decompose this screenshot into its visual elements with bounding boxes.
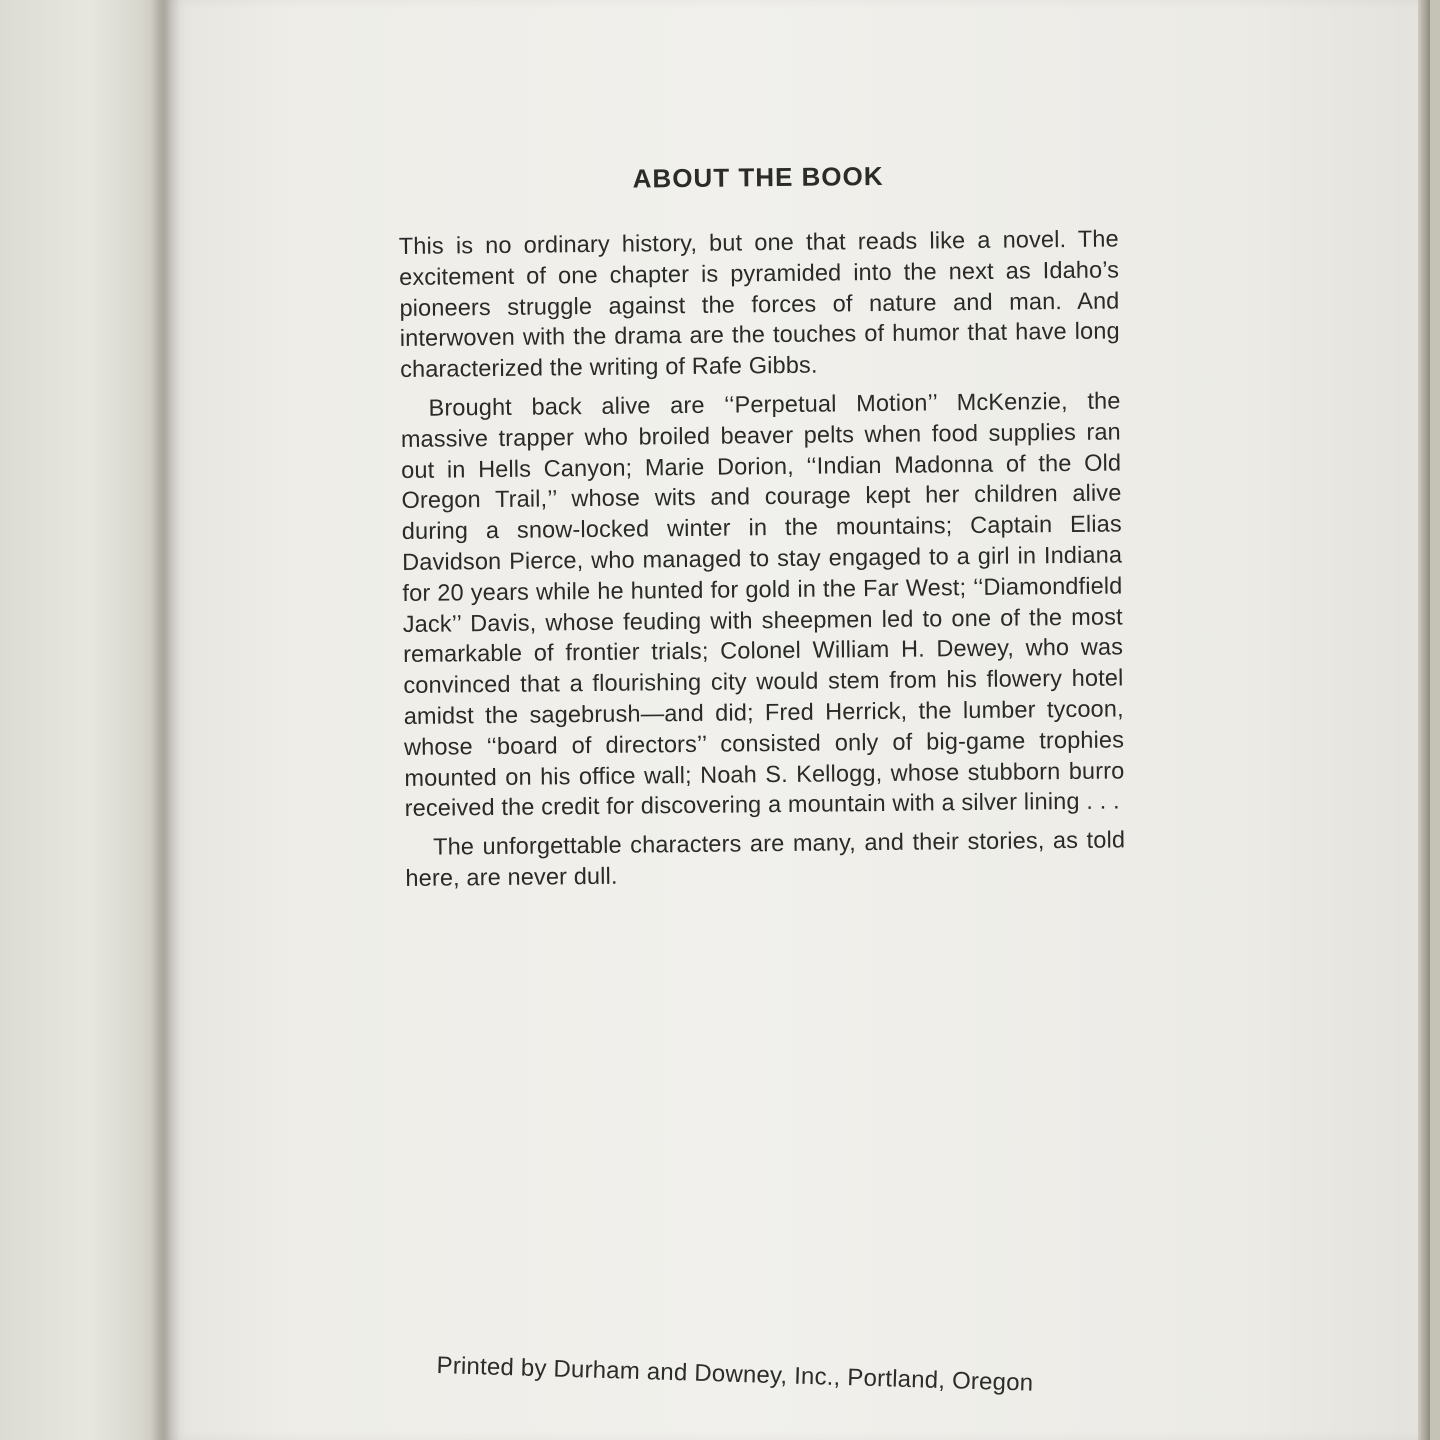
paragraph-closing: The unforgettable characters are many, and their stories, as told here, are never dull. [405, 826, 1126, 891]
printer-imprint: Printed by Durham and Downey, Inc., Portland, Oregon [436, 1352, 1034, 1397]
book-gutter [150, 0, 180, 1440]
paragraph-intro: This is no ordinary history, but one that reads like a novel. The excitement of one chapter is pyramided into the next as Idaho’s pioneers struggle against the forces of nature and man. And interwoven with the drama are the touches of humor that have long characterized the writing of Rafe Gibbs. [398, 225, 1120, 383]
paragraph-characters: Brought back alive are ‘‘Perpetual Motion’’ McKenzie, the massive trapper who broiled beaver pelts when food supplies ran out in Hells Canyon; Marie Dorion, ‘‘Indian Madonna of the Old Oregon Trail,’’ whose wits and courage kept her children alive during a snow-locked winter in the mountains; Captain Elias Davidson Pierce, who managed to stay engaged to a girl in Indiana for 20 years while he hunted for gold in the Far West; ‘‘Diamondfield Jack’’ Davis, whose feuding with sheepmen led to one of the most remarkable of frontier trials; Colonel William H. Dewey, who was convinced that a flourishing city would stem from his flowery hotel amidst the sagebrush—and did; Fred Herrick, the lumber tycoon, whose ‘‘board of directors’’ consisted only of big-game trophies mounted on his office wall; Noah S. Kellogg, whose stubborn burro received the credit for discovering a mountain with a silver lining . . . [400, 387, 1125, 822]
page-title: ABOUT THE BOOK [632, 160, 884, 194]
about-section [398, 158, 1126, 901]
left-page [0, 0, 162, 1440]
page-edge [1418, 0, 1430, 1440]
